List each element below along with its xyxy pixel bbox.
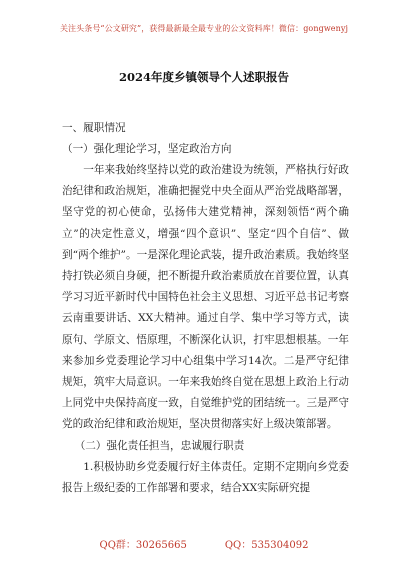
subsection-heading: （一）强化理论学习，坚定政治方向 <box>62 143 232 155</box>
subsection-heading-2: （二）强化责任担当，忠诚履行职责 <box>74 439 245 452</box>
section-heading: 一、履职情况 <box>62 122 126 134</box>
header-banner: 关注头条号“公文研究”，获得最新最全最专业的公文资料库！微信：gongwenyj <box>59 24 349 33</box>
qq-group-text: QQ群：30265665 <box>99 540 187 551</box>
body-paragraph: 一年来我始终坚持以党的政治建设为统领，严格执行好政治纪律和政治规矩，准确把握党中央全面从严治党战略部署，坚守党的初心使命，弘扬伟大建党精神，深刻领悟“两个确立”的决定性意义，增强“四个意识”、坚定“四个自信”、做到“两个维护”。一是深化理论武装，提升政治素质。我始终坚持打铁必须自身硬，把不断提升政治素质放在首要位置，认真学习习近平新时代中国特色社会主义思想、习近平总书记考察云南重要讲话、XX大精神。通过自学、集中学习等方式，读原句、学原文、悟原理，不断深化认识，打牢思想根基。一年来参加乡党委理论学习中心组集中学习14次。二是严守纪律规矩，筑牢大局意识。一年来我始终自觉在思想上政治上行动上同党中央保持高度一致，自觉维护党的团结统一。三是严守党的政治纪律和政治规矩，坚决贯彻落实好上级决策部署。 <box>62 164 349 431</box>
footer-contact <box>0 536 408 551</box>
qq-number-text: QQ：535304092 <box>224 540 309 551</box>
document-title: 2024年度乡镇领导个人述职报告 <box>118 70 289 84</box>
body-block <box>62 160 349 499</box>
body-paragraph-2: 1.积极协助乡党委履行好主体责任。定期不定期向乡党委报告上级纪委的工作部署和要求，结合XX实际研究提 <box>62 460 349 495</box>
